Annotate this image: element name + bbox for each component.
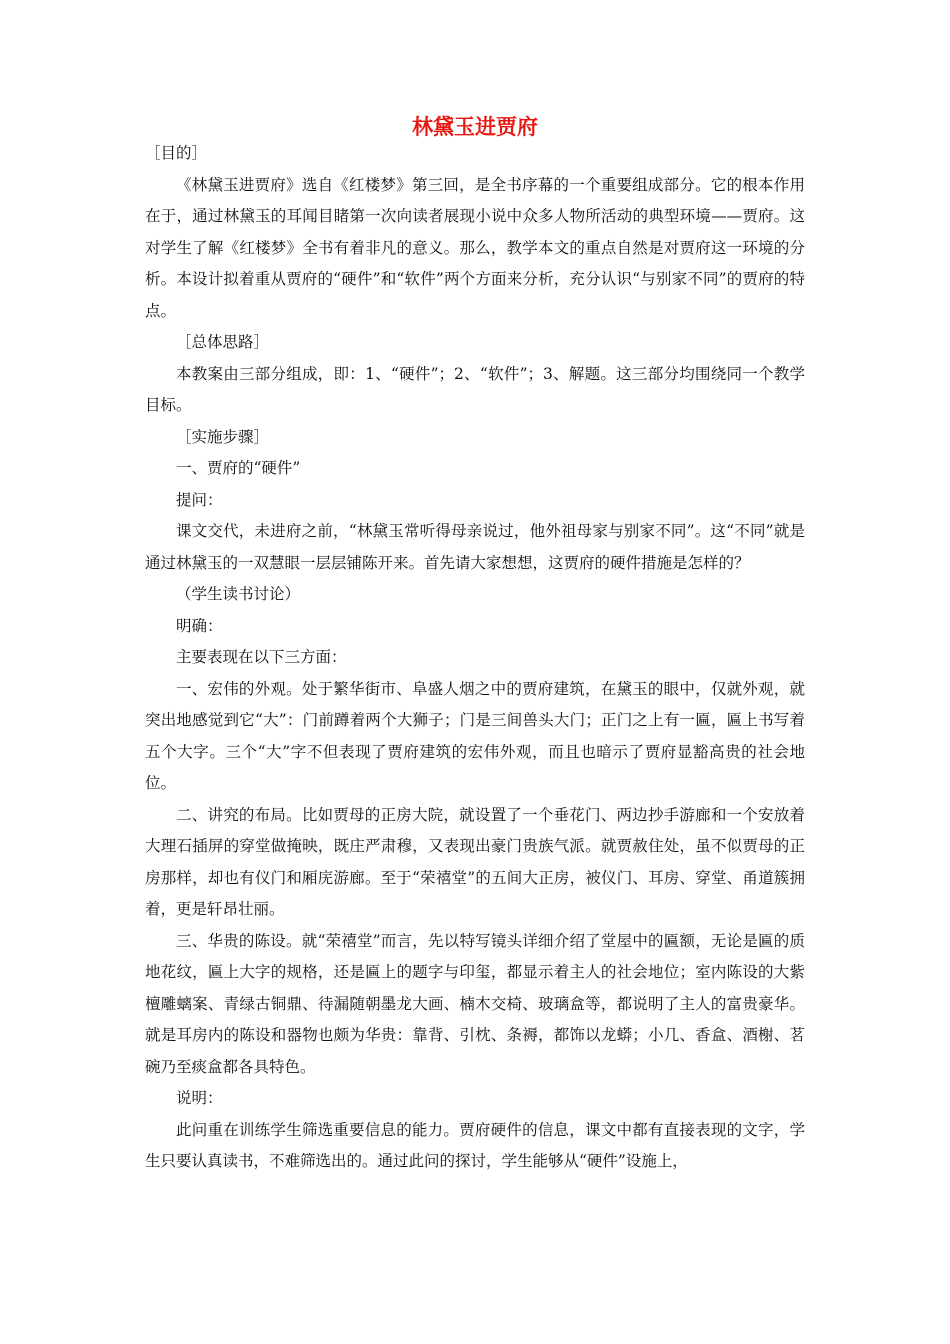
paragraph-three-aspects: 主要表现在以下三方面： <box>176 648 347 666</box>
paragraph-purpose: 《林黛玉进贾府》选自《红楼梦》第三回，是全书序幕的一个重要组成部分。它的根本作用在于，通过林黛玉的耳闻目睹第一次向读者展现小说中众多人物所活动的典型环境——贾府。这对学生了解《红楼梦》全书有着非凡的意义。那么，教学本文的重点自然是对贾府这一环境的分析。本设计拟着重从贾府的“硬件”和“软件”两个方面来分析，充分认识“与别家不同”的贾府的特点。 <box>145 175 805 320</box>
section-label-purpose: ［目的］ <box>145 144 208 162</box>
label-explanation: 说明： <box>176 1089 223 1107</box>
paragraph-furnishings: 三、华贵的陈设。就“荣禧堂”而言，先以特写镜头详细介绍了堂屋中的匾额，无论是匾的质地花纹，匾上大字的规格，还是匾上的题字与印玺，都显示着主人的社会地位；室内陈设的大紫檀雕螭案、青绿古铜鼎、待漏随朝墨龙大画、楠木交椅、玻璃盒等，都说明了主人的富贵豪华。就是耳房内的陈设和器物也颇为华贵：靠背、引枕、条褥，都饰以龙蟒；小几、香盒、酒榭、茗碗乃至痰盒都各具特色。 <box>145 931 805 1076</box>
section-label-overall-idea: ［总体思路］ <box>176 333 270 351</box>
label-question: 提问： <box>176 490 223 509</box>
section-label-steps: ［实施步骤］ <box>176 427 270 446</box>
document-title: 林黛玉进贾府 <box>412 114 538 139</box>
paragraph-exterior: 一、宏伟的外观。处于繁华街市、阜盛人烟之中的贾府建筑，在黛玉的眼中，仅就外观，就突出地感觉到它“大”：门前蹲着两个大狮子；门是三间兽头大门；正门之上有一匾，匾上书写着五个大字。三个“大”字不但表现了贾府建筑的宏伟外观，而且也暗示了贾府显豁高贵的社会地位。 <box>145 679 805 792</box>
paragraph-question: 课文交代，未进府之前，“林黛玉常听得母亲说过，他外祖母家与别家不同”。这“不同”就是通过林黛玉的一双慧眼一层层铺陈开来。首先请大家想想，这贾府的硬件措施是怎样的？ <box>145 522 805 572</box>
note-student-discussion: （学生读书讨论） <box>176 585 301 603</box>
paragraph-layout: 二、讲究的布局。比如贾母的正房大院，就设置了一个垂花门、两边抄手游廊和一个安放着大理石插屏的穿堂做掩映，既庄严肃穆，又表现出豪门贵族气派。就贾赦住处，虽不似贾母的正房那样，却也有仪门和厢庑游廊。至于“荣禧堂”的五间大正房，被仪门、耳房、穿堂、甬道簇拥着，更是轩昂壮丽。 <box>145 805 805 918</box>
document-page <box>145 112 805 1178</box>
heading-hardware: 一、贾府的“硬件” <box>176 459 301 477</box>
label-clarify: 明确： <box>176 616 223 635</box>
paragraph-explanation: 此问重在训练学生筛选重要信息的能力。贾府硬件的信息，课文中都有直接表现的文字，学生只要认真读书，不难筛选出的。通过此问的探讨，学生能够从“硬件”设施上， <box>145 1120 805 1170</box>
paragraph-overall-idea: 本教案由三部分组成，即：1、“硬件”；2、“软件”；3、解题。这三部分均围绕同一个教学目标。 <box>145 364 805 414</box>
